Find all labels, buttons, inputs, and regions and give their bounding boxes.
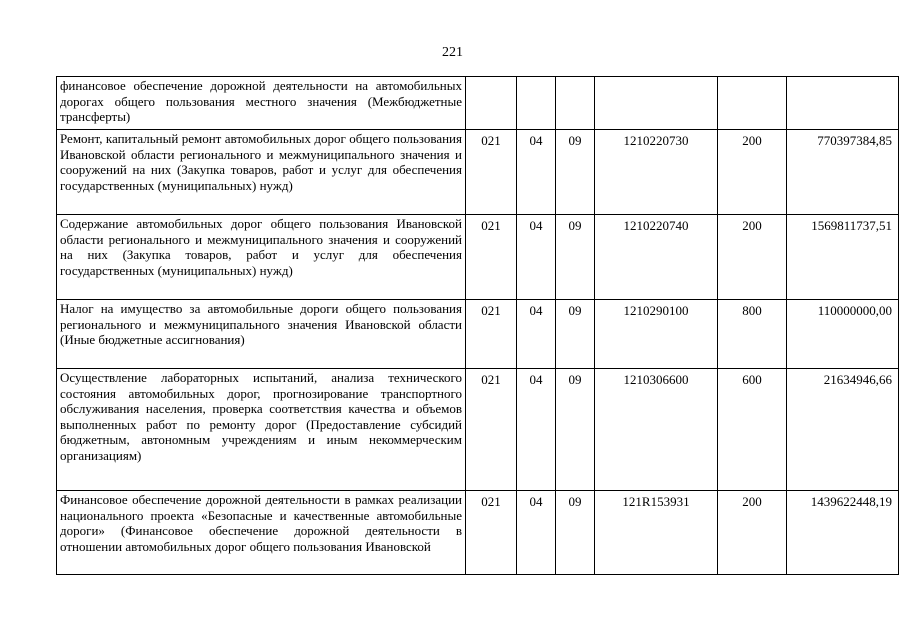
subsection-code-cell: 09	[556, 215, 595, 300]
amount-cell: 1569811737,51	[787, 215, 899, 300]
row-description: Финансовое обеспечение дорожной деятельности в рамках реализации национального проекта «Безопасные и качественные автомобильные дороги» (Финансовое обеспечение дорожной деятельности в отношении автомобильных дорог общего пользования Ивановской	[57, 491, 466, 575]
table-row	[57, 77, 899, 130]
page-number: 221	[442, 45, 463, 60]
target-article-cell: 1210220730	[595, 130, 718, 215]
section-code-cell: 04	[517, 369, 556, 491]
amount-cell: 770397384,85	[787, 130, 899, 215]
target-article-cell	[595, 77, 718, 130]
amount-cell	[787, 77, 899, 130]
subsection-code-cell: 09	[556, 300, 595, 369]
expense-type-cell: 200	[718, 130, 787, 215]
table-row	[57, 215, 899, 300]
section-code-cell	[517, 77, 556, 130]
subsection-code-cell	[556, 77, 595, 130]
admin-code-cell: 021	[466, 130, 517, 215]
section-code-cell: 04	[517, 491, 556, 575]
admin-code-cell: 021	[466, 215, 517, 300]
amount-cell: 110000000,00	[787, 300, 899, 369]
subsection-code-cell: 09	[556, 130, 595, 215]
target-article-cell: 1210306600	[595, 369, 718, 491]
admin-code-cell: 021	[466, 300, 517, 369]
subsection-code-cell: 09	[556, 369, 595, 491]
section-code-cell: 04	[517, 300, 556, 369]
table-row	[57, 491, 899, 575]
budget-table	[56, 76, 899, 575]
subsection-code-cell: 09	[556, 491, 595, 575]
amount-cell: 21634946,66	[787, 369, 899, 491]
expense-type-cell: 800	[718, 300, 787, 369]
row-description: Ремонт, капитальный ремонт автомобильных дорог общего пользования Ивановской области регионального и межмуниципального значения и сооружений на них (Закупка товаров, работ и услуг для обеспечения государственных (муниципальных) нужд)	[57, 130, 466, 215]
admin-code-cell: 021	[466, 369, 517, 491]
admin-code-cell	[466, 77, 517, 130]
target-article-cell: 1210220740	[595, 215, 718, 300]
section-code-cell: 04	[517, 130, 556, 215]
target-article-cell: 121R153931	[595, 491, 718, 575]
table-row	[57, 130, 899, 215]
expense-type-cell: 200	[718, 491, 787, 575]
admin-code-cell: 021	[466, 491, 517, 575]
row-description: Налог на имущество за автомобильные дороги общего пользования регионального и межмуниципального значения Ивановской области (Иные бюджетные ассигнования)	[57, 300, 466, 369]
table-row	[57, 369, 899, 491]
amount-cell: 1439622448,19	[787, 491, 899, 575]
expense-type-cell	[718, 77, 787, 130]
expense-type-cell: 200	[718, 215, 787, 300]
row-description: Содержание автомобильных дорог общего пользования Ивановской области регионального и межмуниципального значения и сооружений на них (Закупка товаров, работ и услуг для обеспечения государственных (муниципальных) нужд)	[57, 215, 466, 300]
table-row	[57, 300, 899, 369]
row-description: Осуществление лабораторных испытаний, анализа технического состояния автомобильных дорог, прогнозирование транспортного обслуживания населения, проверка соответствия качества и объемов выполненных работ по ремонту дорог (Предоставление субсидий бюджетным, автономным учреждениям и иным некоммерческим организациям)	[57, 369, 466, 491]
target-article-cell: 1210290100	[595, 300, 718, 369]
row-description: финансовое обеспечение дорожной деятельности на автомобильных дорогах общего пользования местного значения (Межбюджетные трансферты)	[57, 77, 466, 130]
section-code-cell: 04	[517, 215, 556, 300]
expense-type-cell: 600	[718, 369, 787, 491]
